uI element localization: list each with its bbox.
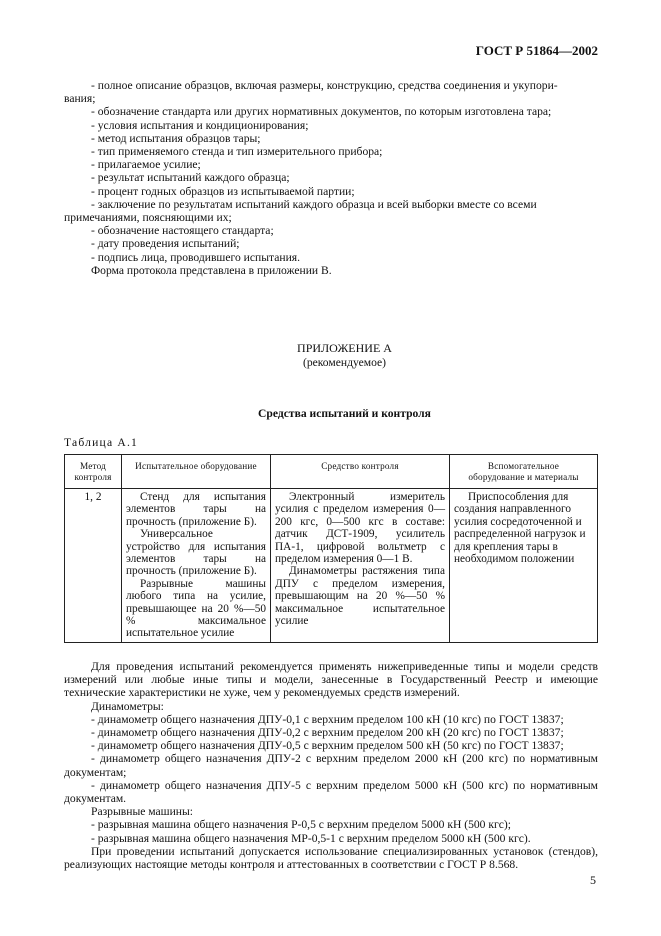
list-item: - динамометр общего назначения ДПУ-0,5 с верхним пределом 500 кН (50 кгс) по ГОСТ 13837; (91, 739, 564, 753)
list-item: - заключение по результатам испытаний каждого образца и всей выборки вместе со всеми (91, 197, 537, 211)
appendix-title: ПРИЛОЖЕНИЕ А (297, 341, 392, 355)
list-item: - прилагаемое усилие; (91, 158, 201, 172)
list-item-continuation: вания; (64, 92, 96, 106)
list-item: - результат испытаний каждого образца; (91, 171, 290, 185)
list-item: - тип применяемого стенда и тип измерительного прибора; (91, 145, 383, 159)
control-item: Динамометры растяжения типа ДПУ с пределом измерения, превышающим на 20 %—50 % максимальное испытательное усилие (275, 565, 445, 628)
page-number: 5 (590, 873, 596, 887)
list-item: - динамометр общего назначения ДПУ-2 с верхним пределом 2000 кН (200 кгс) по нормативным документам; (64, 752, 598, 779)
cell-equipment (122, 489, 271, 643)
cell-control (271, 489, 450, 643)
measurement-instruments-section (64, 660, 598, 871)
list-item: - разрывная машина общего назначения МР-0,5-1 с верхним пределом 5000 кН (500 кгс). (91, 831, 531, 845)
header-method: Метод контроля (65, 455, 122, 489)
appendix-subtitle: (рекомендуемое) (302, 356, 387, 369)
list-item: - обозначение стандарта или других нормативных документов, по которым изготовлена тара; (91, 105, 552, 119)
list-item: - динамометр общего назначения ДПУ-5 с верхним пределом 5000 кН (500 кгс) по нормативным документам. (64, 778, 598, 806)
list-item: - разрывная машина общего назначения Р-0,5 с верхним пределом 5000 кН (500 кгс); (91, 818, 511, 832)
machines-title: Разрывные машины: (91, 805, 194, 819)
control-item: Электронный измеритель усилия с пределом измерения 0—200 кгс, 0—500 кгс в составе: датчик ДСТ-1909, усилитель ПА-1, цифровой вольтметр с пределом измерения 0—1 В. (275, 491, 445, 566)
protocol-content-list (64, 79, 598, 277)
cell-method: 1, 2 (65, 489, 122, 643)
table-row (65, 489, 598, 643)
intro-paragraph: Для проведения испытаний рекомендуется применять нижеприведенные типы и модели средств измерений или любые иные типы и модели, занесенные в Государственный Реестр и имеющие технические характеристики не хуже, чем у рекомендуемых средств измерений. (64, 660, 598, 700)
list-item: - условия испытания и кондиционирования; (91, 118, 309, 132)
table-header-row (65, 455, 598, 489)
list-item: - метод испытания образцов тары; (91, 131, 261, 145)
list-item: - динамометр общего назначения ДПУ-0,1 с верхним пределом 100 кН (10 кгс) по ГОСТ 13837; (91, 712, 564, 726)
cell-auxiliary (450, 489, 598, 643)
header-equipment: Испытательное оборудование (122, 455, 271, 489)
header-control: Средство контроля (271, 455, 450, 489)
appendix-heading: Средства испытаний и контроля (258, 407, 431, 420)
list-item-continuation: примечаниями, поясняющими их; (64, 211, 232, 225)
list-item: - подпись лица, проводившего испытания. (91, 250, 301, 264)
list-item: - процент годных образцов из испытываемой партии; (91, 184, 355, 198)
list-item: - обозначение настоящего стандарта; (91, 224, 274, 238)
equipment-item: Разрывные машины любого типа на усилие, превышающее на 20 %—50 % максимальное испытательное усилие (126, 577, 266, 640)
list-item: - динамометр общего назначения ДПУ-0,2 с верхним пределом 200 кН (20 кгс) по ГОСТ 13837; (91, 726, 564, 740)
header-auxiliary: Вспомогательное оборудование и материалы (450, 455, 598, 489)
dynamometers-title: Динамометры: (91, 699, 164, 713)
document-id-header: ГОСТ Р 51864—2002 (475, 43, 598, 58)
equipment-table (64, 454, 598, 643)
list-item: - дату проведения испытаний; (91, 237, 240, 251)
protocol-form-note: Форма протокола представлена в приложении В. (91, 263, 332, 277)
final-paragraph: При проведении испытаний допускается использование специализированных установок (стендов), реализующих настоящие методы контроля и аттестованных в соответствии с ГОСТ Р 8.568. (64, 844, 598, 872)
equipment-item: Стенд для испытания элементов тары на прочность (приложение Б). (126, 491, 266, 528)
equipment-item: Универсальное устройство для испытания элементов тары на прочность (приложение Б). (126, 528, 266, 578)
table-caption: Таблица А.1 (64, 436, 139, 449)
list-item: - полное описание образцов, включая размеры, конструкцию, средства соединения и укупори- (91, 79, 558, 92)
auxiliary-item: Приспособления для создания направленного усилия сосредоточенной и распределенной нагрузок и для крепления тары в необходимом положении (454, 491, 586, 566)
